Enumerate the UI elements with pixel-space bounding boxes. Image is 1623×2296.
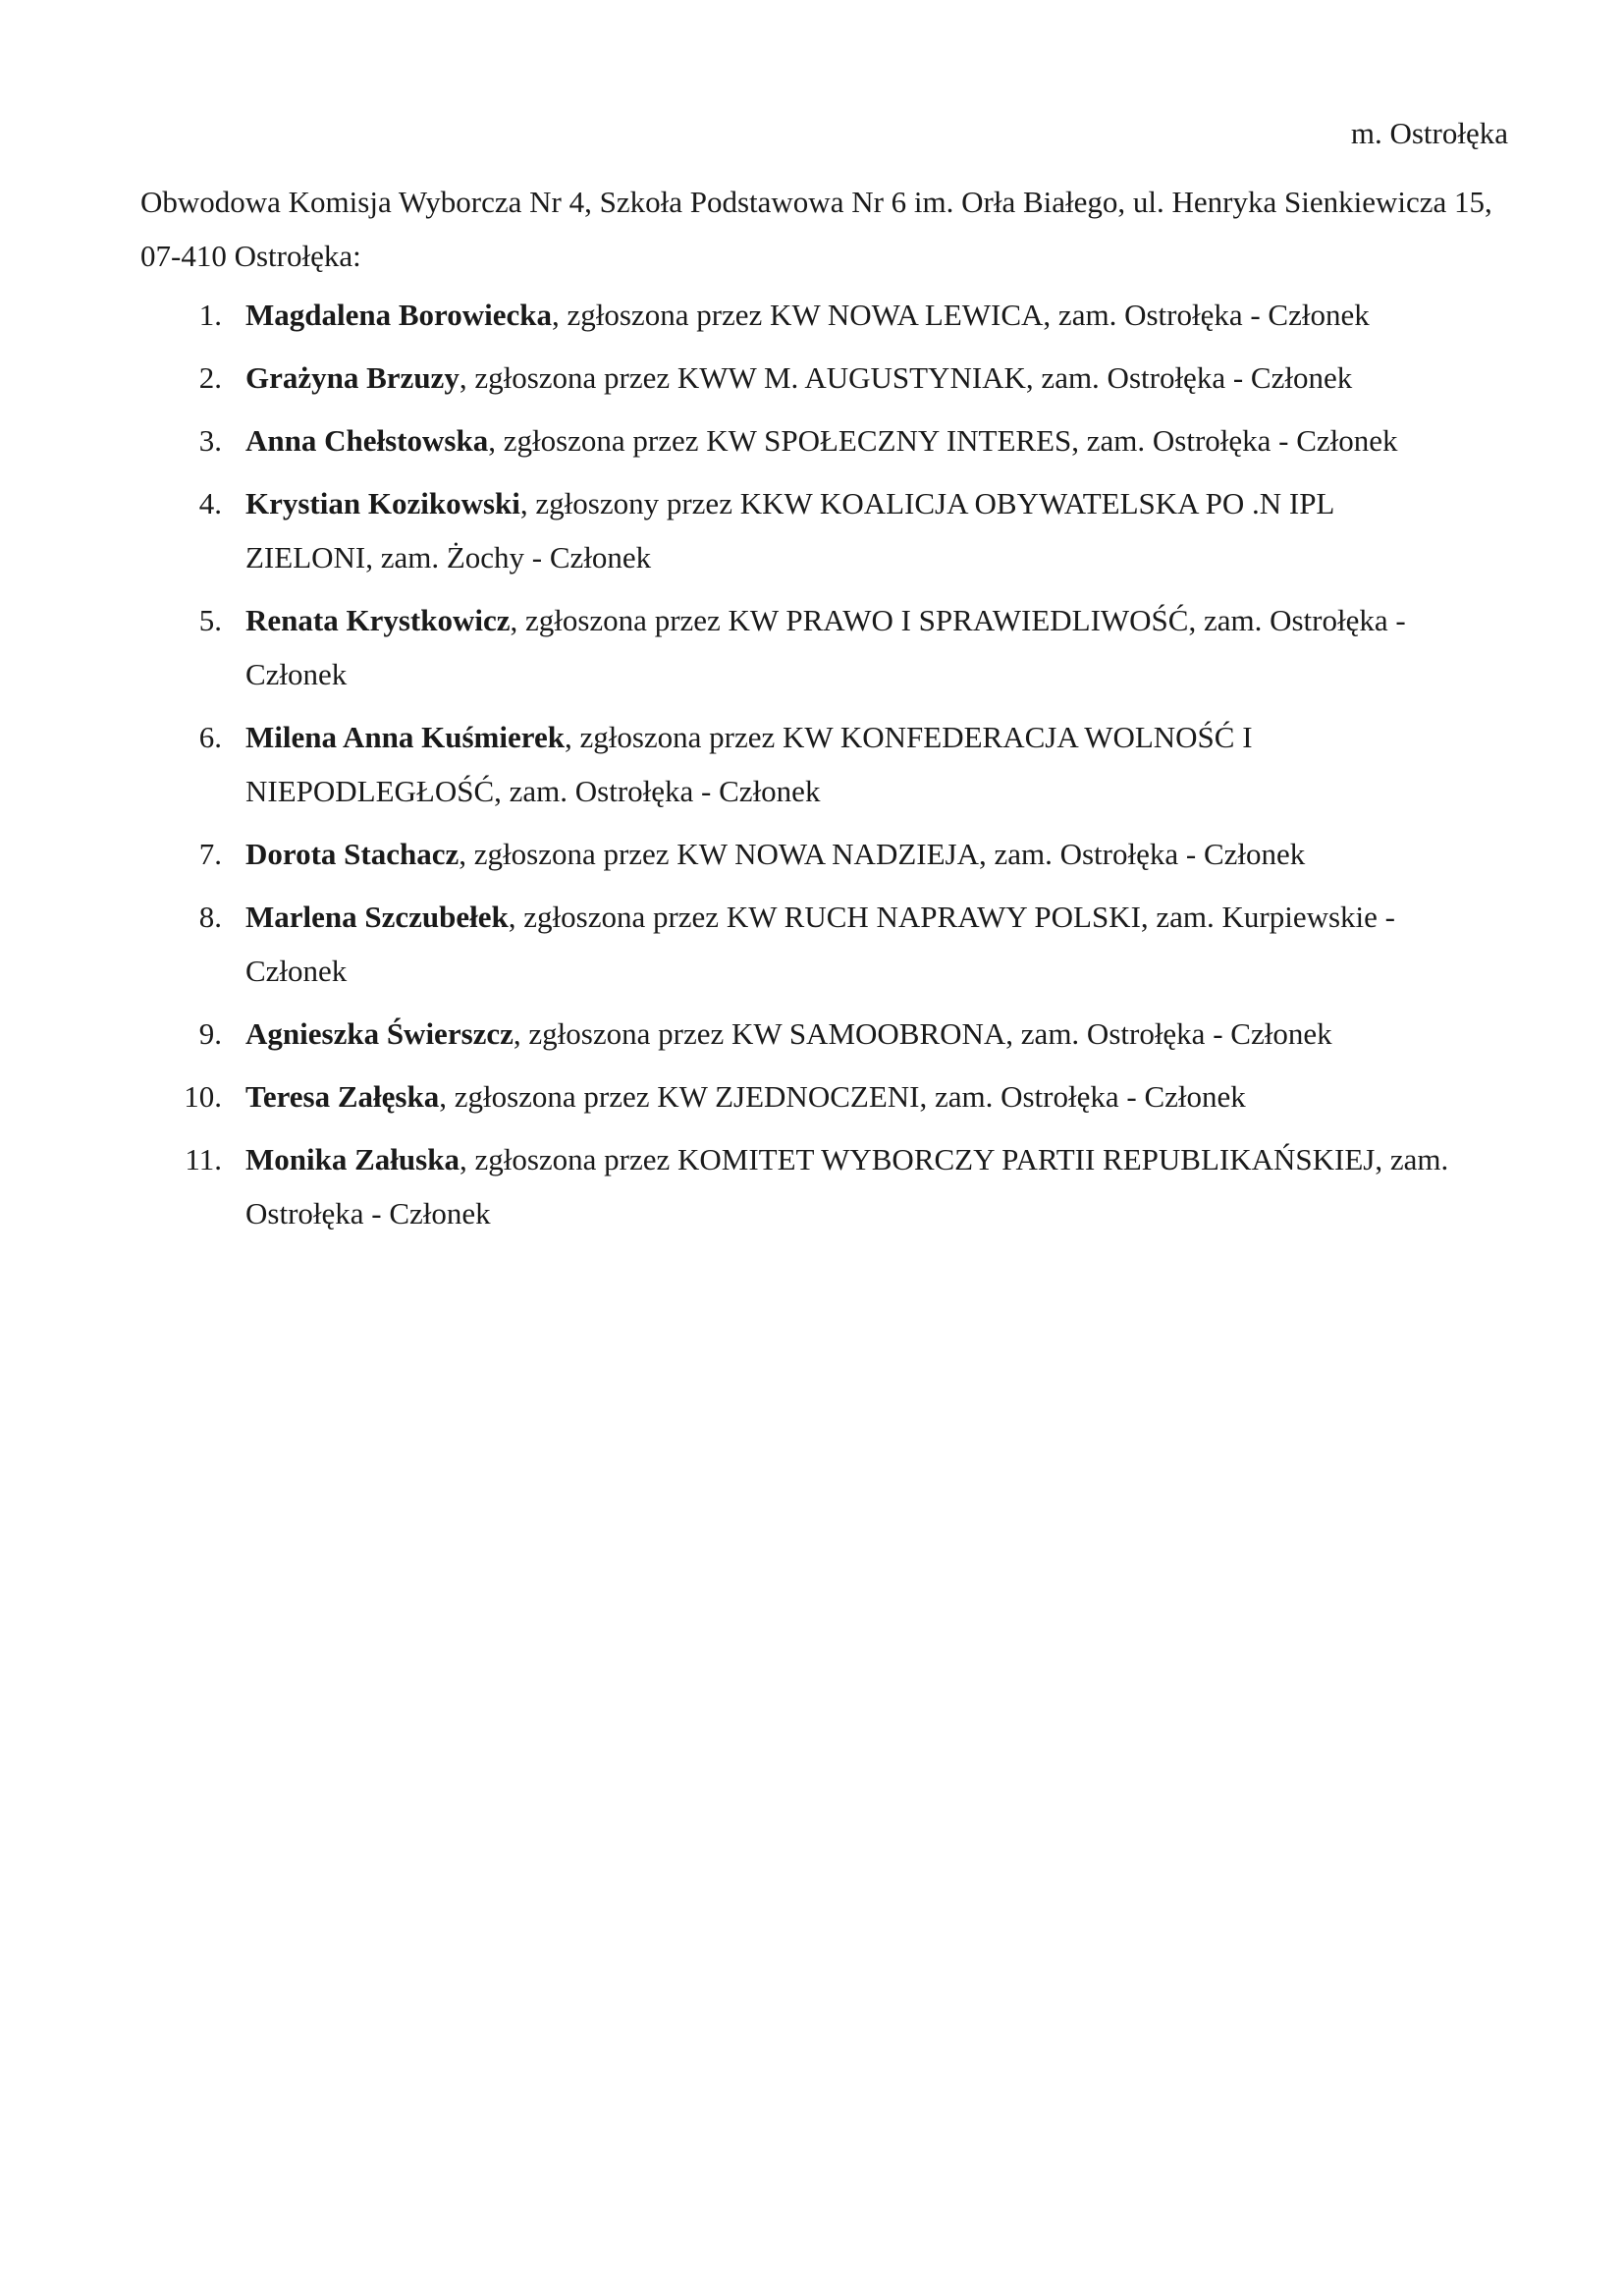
member-details: , zgłoszony przez KKW KOALICJA OBYWATELSKA PO .N IPL ZIELONI, zam. Żochy - Członek: [245, 486, 1334, 574]
member-name: Grażyna Brzuzy: [245, 360, 460, 395]
member-details: , zgłoszona przez KW SPOŁECZNY INTERES, zam. Ostrołęka - Członek: [488, 423, 1398, 458]
member-number: 4.: [198, 486, 222, 520]
member-number: 1.: [198, 298, 222, 332]
member-details: , zgłoszona przez KW ZJEDNOCZENI, zam. Ostrołęka - Członek: [439, 1079, 1246, 1114]
member-number: 7.: [198, 837, 222, 871]
member-name: Renata Krystkowicz: [245, 603, 511, 637]
list-item: [0, 413, 1453, 467]
list-item: [0, 593, 1453, 701]
member-number: 9.: [198, 1016, 222, 1051]
commission-title: Obwodowa Komisja Wyborcza Nr 4, Szkoła Podstawowa Nr 6 im. Orła Białego, ul. Henryka Sienkiewicza 15, 07-410 Ostrołęka:: [140, 185, 1492, 273]
member-number: 6.: [198, 720, 222, 754]
member-details: , zgłoszona przez KW RUCH NAPRAWY POLSKI, zam. Kurpiewskie - Członek: [245, 900, 1396, 988]
member-number: 2.: [198, 360, 222, 395]
list-item: [0, 1069, 1453, 1123]
member-name: Agnieszka Świerszcz: [245, 1016, 514, 1051]
member-name: Marlena Szczubełek: [245, 900, 509, 934]
member-number: 10.: [184, 1079, 222, 1114]
member-number: 3.: [198, 423, 222, 458]
member-details: , zgłoszona przez KOMITET WYBORCZY PARTII REPUBLIKAŃSKIEJ, zam. Ostrołęka - Członek: [245, 1142, 1449, 1230]
member-name: Anna Chełstowska: [245, 423, 489, 458]
member-name: Teresa Załęska: [245, 1079, 440, 1114]
list-item: [0, 890, 1453, 998]
member-number: 5.: [198, 603, 222, 637]
members-list: [0, 288, 1623, 1249]
member-details: , zgłoszona przez KW SAMOOBRONA, zam. Ostrołęka - Członek: [513, 1016, 1332, 1051]
member-number: 8.: [198, 900, 222, 934]
member-details: , zgłoszona przez KWW M. AUGUSTYNIAK, zam. Ostrołęka - Członek: [459, 360, 1353, 395]
list-item: [0, 476, 1453, 584]
member-details: , zgłoszona przez KW NOWA NADZIEJA, zam. Ostrołęka - Członek: [459, 837, 1306, 871]
member-name: Milena Anna Kuśmierek: [245, 720, 565, 754]
list-item: [0, 1007, 1453, 1061]
member-name: Magdalena Borowiecka: [245, 298, 552, 332]
member-details: , zgłoszona przez KW NOWA LEWICA, zam. Ostrołęka - Członek: [552, 298, 1370, 332]
member-details: , zgłoszona przez KW KONFEDERACJA WOLNOŚĆ I NIEPODLEGŁOŚĆ, zam. Ostrołęka - Członek: [245, 720, 1253, 808]
list-item: [0, 1132, 1453, 1240]
member-number: 11.: [185, 1142, 222, 1176]
list-item: [0, 288, 1453, 342]
member-name: Dorota Stachacz: [245, 837, 460, 871]
member-name: Krystian Kozikowski: [245, 486, 520, 520]
place-header: m. Ostrołęka: [1350, 116, 1508, 150]
member-details: , zgłoszona przez KW PRAWO I SPRAWIEDLIWOŚĆ, zam. Ostrołęka - Członek: [245, 603, 1406, 691]
member-name: Monika Załuska: [245, 1142, 460, 1176]
list-item: [0, 710, 1453, 818]
list-item: [0, 351, 1453, 405]
list-item: [0, 827, 1453, 881]
